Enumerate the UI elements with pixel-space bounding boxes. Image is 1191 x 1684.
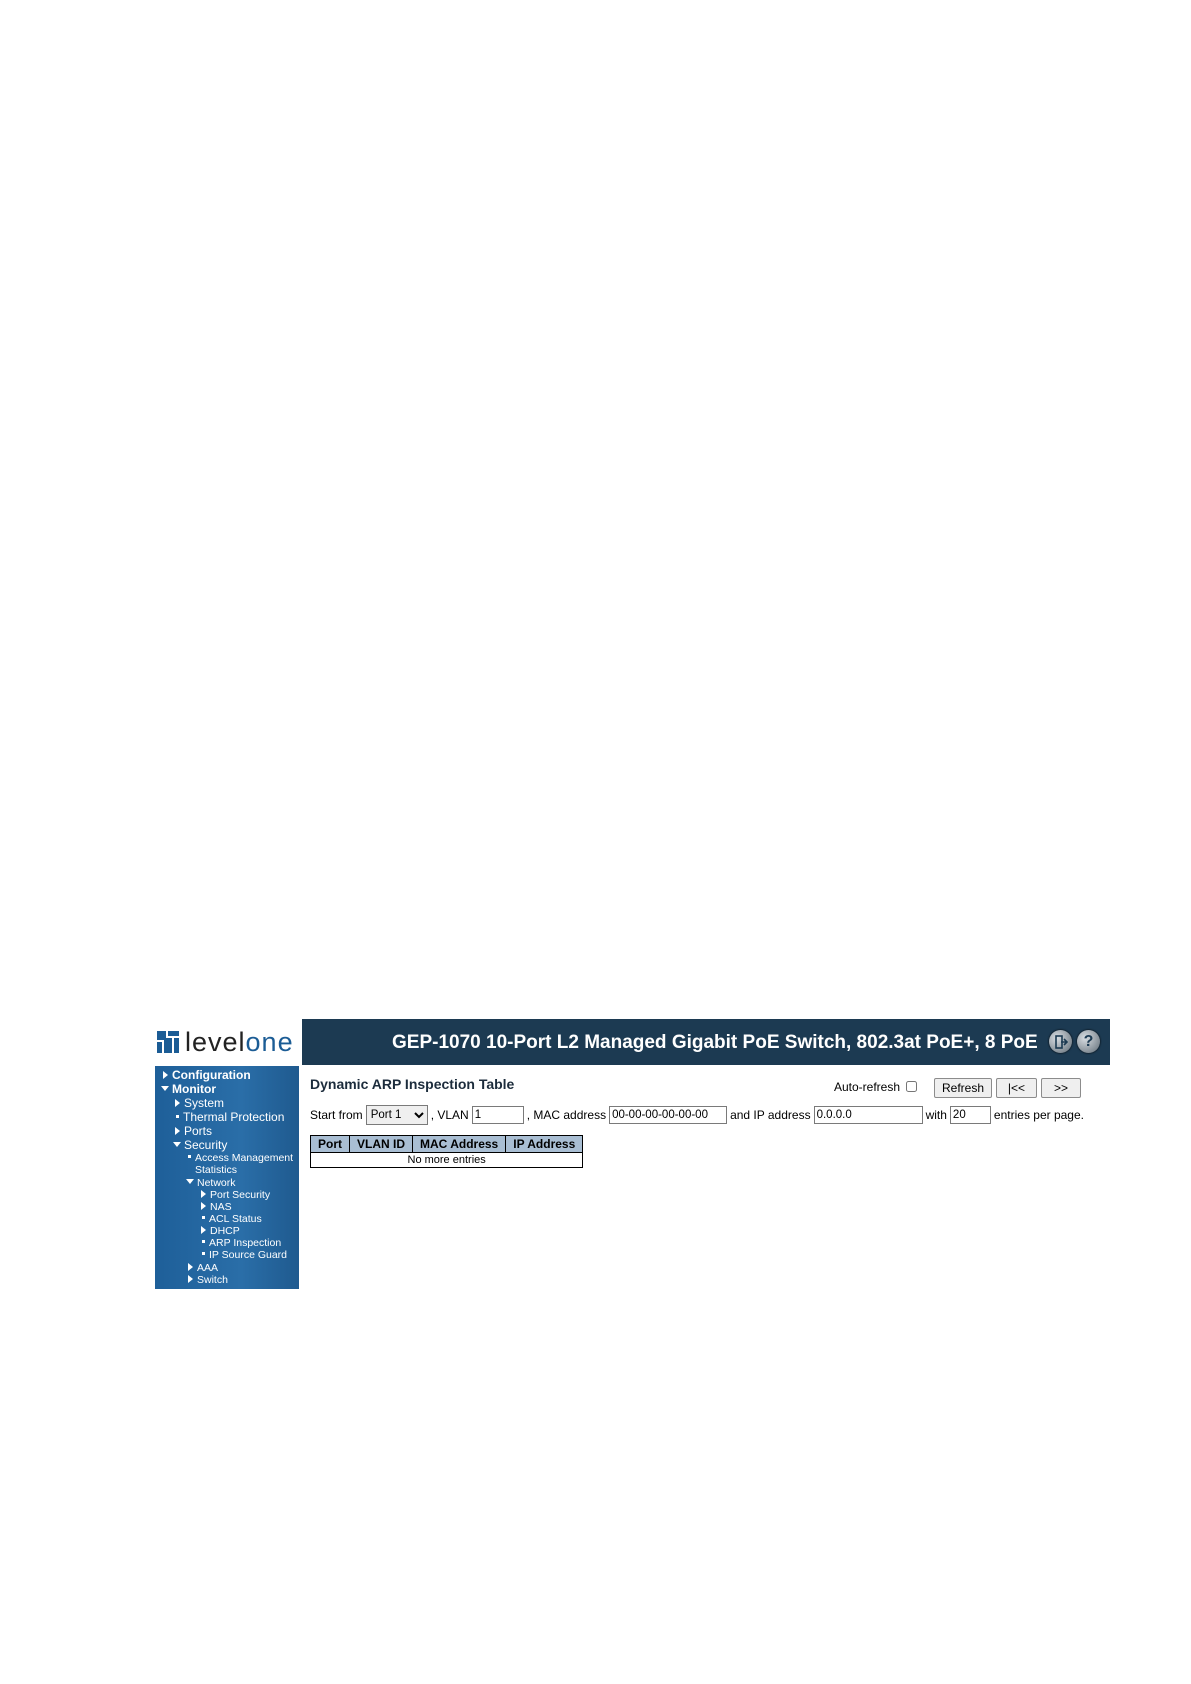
sidebar-item-nas[interactable]: [201, 1201, 232, 1213]
chevron-right-icon: [188, 1263, 193, 1271]
bullet-icon: [176, 1115, 179, 1118]
entries-per-page-label: entries per page.: [993, 1108, 1084, 1122]
column-header-ip-address: IP Address: [506, 1136, 583, 1153]
sidebar-item-switch[interactable]: [188, 1274, 228, 1286]
app-screenshot: [155, 1019, 1110, 1289]
bullet-icon: [202, 1216, 205, 1219]
arp-inspection-table: [310, 1135, 583, 1168]
sidebar-item-label: Access Management: [195, 1152, 294, 1164]
logo-text-accent: one: [245, 1026, 294, 1057]
start-from-label: Start from: [310, 1108, 363, 1122]
sidebar-item-label: Thermal Protection: [183, 1110, 285, 1124]
sidebar-item-label: Security: [184, 1138, 228, 1152]
with-label: with: [925, 1108, 947, 1122]
sidebar-item-label: Switch: [197, 1274, 228, 1286]
bullet-icon: [202, 1240, 205, 1243]
chevron-down-icon: [173, 1142, 181, 1147]
table-row: [311, 1153, 583, 1168]
column-header-mac-address: MAC Address: [413, 1136, 506, 1153]
chevron-down-icon: [186, 1179, 194, 1184]
sidebar-item-label: System: [184, 1096, 225, 1110]
sidebar-item-ports[interactable]: [175, 1125, 212, 1138]
bullet-icon: [188, 1155, 191, 1158]
mac-address-label: , MAC address: [526, 1108, 607, 1122]
help-glyph: ?: [1083, 1032, 1094, 1050]
main-content: [310, 1066, 1110, 1289]
sidebar-item-label: Network: [197, 1177, 236, 1189]
logout-glyph-icon: [1054, 1035, 1068, 1049]
sidebar-item-label: NAS: [210, 1201, 232, 1213]
sidebar-item-monitor[interactable]: [161, 1083, 216, 1096]
chevron-right-icon: [201, 1190, 206, 1198]
sidebar-item-label: Port Security: [210, 1189, 271, 1201]
sidebar-item-label: Monitor: [172, 1082, 216, 1096]
ip-address-input[interactable]: [814, 1106, 923, 1124]
table-header-row: [311, 1136, 583, 1153]
filter-form: [310, 1105, 1087, 1125]
sidebar-item-thermal-protection[interactable]: [176, 1111, 284, 1124]
sidebar-item-label: DHCP: [210, 1225, 240, 1237]
sidebar-item-arp-inspection[interactable]: [202, 1237, 281, 1249]
sidebar-item-dhcp[interactable]: [201, 1225, 240, 1237]
sidebar-item-label: Configuration: [172, 1068, 251, 1082]
sidebar-item-system[interactable]: [175, 1097, 224, 1110]
levelone-logo: [155, 1019, 304, 1065]
logo-mark-icon: [157, 1031, 179, 1053]
chevron-right-icon: [201, 1202, 206, 1210]
sidebar-item-ip-source-guard[interactable]: [202, 1249, 287, 1261]
sidebar-item-access-management-statistics[interactable]: [188, 1152, 293, 1176]
sidebar-item-label: AAA: [197, 1262, 219, 1274]
sidebar-item-label: ACL Status: [209, 1213, 262, 1225]
mac-address-input[interactable]: [609, 1106, 727, 1124]
column-header-vlan-id: VLAN ID: [350, 1136, 413, 1153]
auto-refresh-checkbox[interactable]: [906, 1081, 917, 1092]
sidebar-item-label: IP Source Guard: [209, 1249, 288, 1261]
header-bar: [302, 1019, 1110, 1065]
sidebar-item-network[interactable]: [186, 1177, 236, 1189]
auto-refresh-label: Auto-refresh: [834, 1080, 901, 1094]
sidebar-item-security[interactable]: [173, 1139, 227, 1152]
entries-per-page-input[interactable]: [950, 1106, 991, 1124]
sidebar-item-port-security[interactable]: [201, 1189, 270, 1201]
chevron-down-icon: [161, 1086, 169, 1091]
auto-refresh-control: [834, 1080, 917, 1094]
first-page-button[interactable]: |<<: [996, 1078, 1037, 1098]
page-header-title: GEP-1070 10-Port L2 Managed Gigabit PoE Switch, 802.3at PoE+, 8 PoE: [392, 1032, 1038, 1053]
sidebar-item-label: ARP Inspection: [209, 1237, 282, 1249]
page-title: Dynamic ARP Inspection Table: [310, 1076, 515, 1092]
refresh-button[interactable]: Refresh: [934, 1078, 992, 1098]
vlan-input[interactable]: [472, 1106, 524, 1124]
chevron-right-icon: [188, 1275, 193, 1283]
sidebar-item-label-line2: Statistics: [195, 1164, 238, 1176]
logo-text: level: [185, 1026, 246, 1057]
ip-address-label: and IP address: [730, 1108, 811, 1122]
vlan-label: , VLAN: [430, 1108, 469, 1122]
chevron-right-icon: [163, 1071, 168, 1079]
bullet-icon: [202, 1252, 205, 1255]
logout-icon[interactable]: [1049, 1030, 1072, 1053]
chevron-right-icon: [201, 1226, 206, 1234]
next-page-button[interactable]: >>: [1041, 1078, 1081, 1098]
sidebar-item-aaa[interactable]: [188, 1262, 218, 1274]
column-header-port: Port: [311, 1136, 350, 1153]
sidebar: [155, 1066, 299, 1289]
help-icon[interactable]: [1077, 1030, 1100, 1053]
sidebar-item-configuration[interactable]: [163, 1069, 251, 1082]
sidebar-item-label: Ports: [184, 1124, 213, 1138]
empty-table-message: No more entries: [311, 1153, 583, 1168]
chevron-right-icon: [175, 1099, 180, 1107]
sidebar-item-acl-status[interactable]: [202, 1213, 262, 1225]
chevron-right-icon: [175, 1127, 180, 1135]
port-select[interactable]: [366, 1105, 428, 1125]
